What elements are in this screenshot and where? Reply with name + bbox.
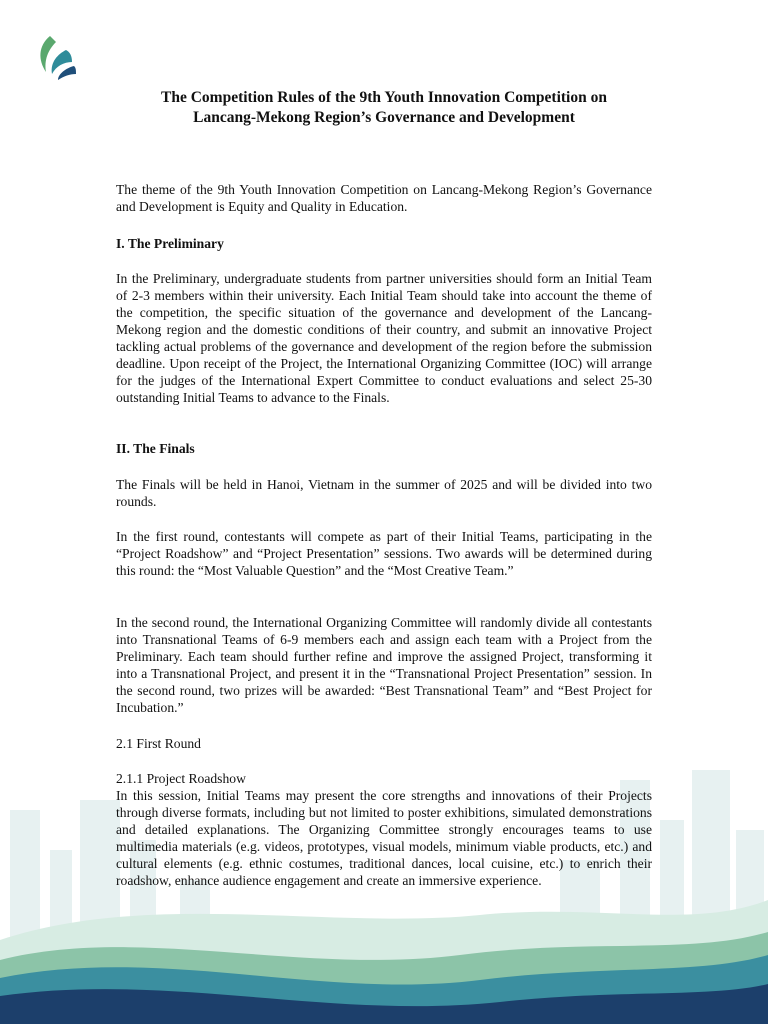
section-heading-finals: II. The Finals — [116, 441, 195, 456]
preliminary-paragraph: In the Preliminary, undergraduate students from partner universities should form an Initial Team of 2-3 members within their university. Each Initial Team should take into account the theme of the competition, the specific situation of the governance and development of the Lancang-Mekong region and the domestic conditions of their country, and submit an innovative Project tackling actual problems of the governance and development of the region before the submission deadline. Upon receipt of the Project, the International Organizing Committee (IOC) will arrange for the judges of the International Expert Committee to conduct evaluations and select 25-30 outstanding Initial Teams to advance to the Finals. — [116, 271, 652, 405]
finals-paragraph-2: In the first round, contestants will compete as part of their Initial Teams, participating in the “Project Roadshow” and “Project Presentation” sessions. Two awards will be determined during this round: the “Most Valuable Question” and the “Most Creative Team.” — [116, 529, 652, 578]
finals-paragraph-1: The Finals will be held in Hanoi, Vietnam in the summer of 2025 and will be divided into two rounds. — [116, 477, 652, 509]
title-line-2: Lancang-Mekong Region’s Governance and Development — [193, 109, 575, 126]
subsection-heading-project-roadshow: 2.1.1 Project Roadshow — [116, 771, 246, 786]
intro-paragraph: The theme of the 9th Youth Innovation Competition on Lancang-Mekong Region’s Governance and Development is Equity and Quality in Education. — [116, 182, 652, 214]
finals-paragraph-3: In the second round, the International Organizing Committee will randomly divide all contestants into Transnational Teams of 6-9 members each and assign each team with a Project from the Preliminary. Each team should further refine and improve the assigned Project, transforming it into a Transnational Project, and present it in the “Transnational Project Presentation” session. In the second round, two prizes will be awarded: “Best Transnational Team” and “Best Project for Incubation.” — [116, 615, 652, 715]
organization-logo-icon — [36, 32, 78, 82]
project-roadshow-paragraph: In this session, Initial Teams may present the core strengths and innovations of their Projects through diverse formats, including but not limited to poster exhibitions, simulated demonstrations and detailed explanations. The Organizing Committee strongly encourages teams to use multimedia materials (e.g. videos, prototypes, visual models, minimum viable products, etc.) and cultural elements (e.g. ethnic costumes, traditional dances, local cuisine, etc.) to enrich their roadshow, enhance audience engagement and create an immersive experience. — [116, 788, 652, 888]
section-heading-preliminary: I. The Preliminary — [116, 236, 224, 251]
subsection-heading-first-round: 2.1 First Round — [116, 736, 201, 751]
title-line-1: The Competition Rules of the 9th Youth Innovation Competition on — [161, 89, 607, 106]
document-title — [60, 88, 708, 128]
